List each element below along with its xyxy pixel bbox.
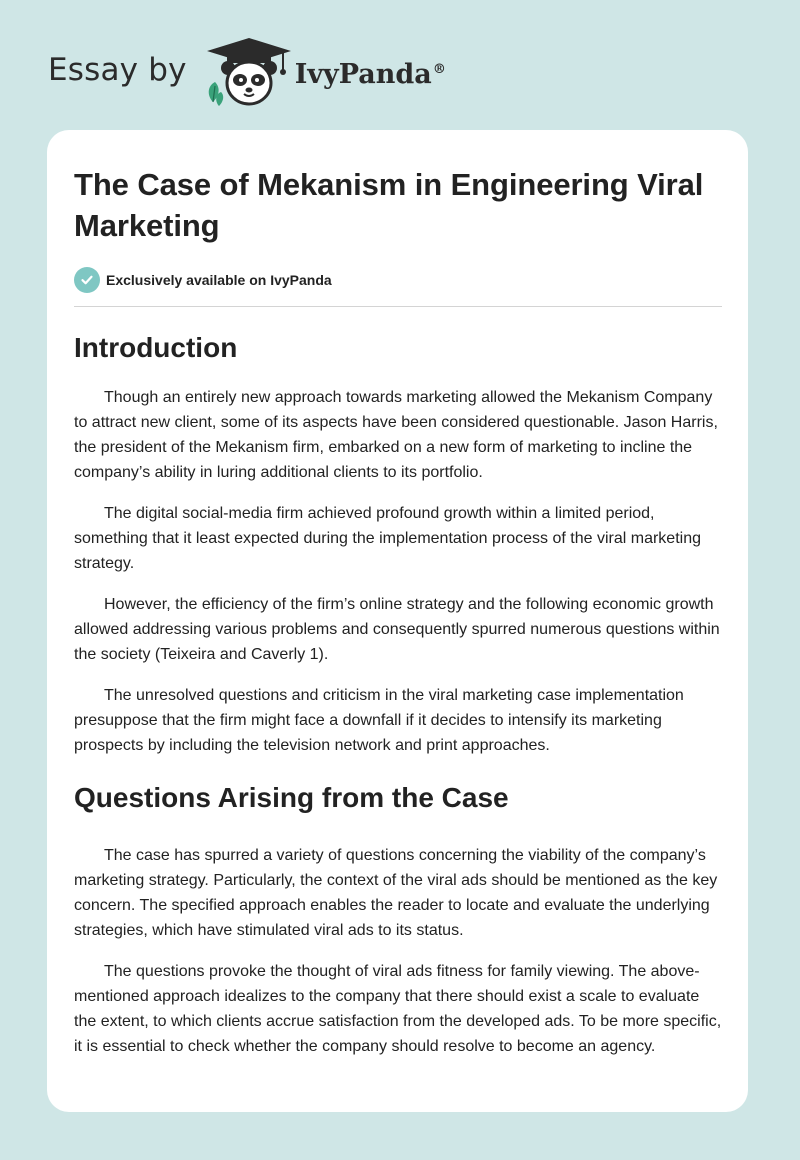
title-divider <box>74 306 722 307</box>
paragraph: However, the efficiency of the firm’s online strategy and the following economic growth allowed addressing various problems and consequently spurred numerous questions within the society (Teixeira and Caverly 1). <box>74 596 720 663</box>
paragraph: The questions provoke the thought of viral ads fitness for family viewing. The above-mentioned approach idealizes to the company that there should exist a scale to evaluate the extent, to which clients accrue satisfaction from the developed ads. To be more specific, it is essential to check whether the company should resolve to become an agency. <box>74 963 722 1055</box>
exclusive-badge-label: Exclusively available on IvyPanda <box>106 272 332 288</box>
brand-prefix: Essay by <box>48 52 187 88</box>
page-title: The Case of Mekanism in Engineering Viral Marketing <box>74 167 704 243</box>
paragraph: The unresolved questions and criticism in the viral marketing case implementation presuppose that the firm might face a downfall if it decides to intensify its marketing prospects by including the television network and print approaches. <box>74 687 684 754</box>
paragraph: The digital social-media firm achieved profound growth within a limited period, something that it least expected during the implementation process of the viral marketing strategy. <box>74 505 701 572</box>
panda-graduate-logo-icon <box>201 36 297 108</box>
paragraph: Though an entirely new approach towards marketing allowed the Mekanism Company to attract new client, some of its aspects have been considered questionable. Jason Harris, the president of the Mekanism firm, embarked on a new form of marketing to incline the company’s ability in luring additional clients to its portfolio. <box>74 389 718 481</box>
site-brand[interactable] <box>48 36 446 108</box>
essay-card <box>47 130 748 1112</box>
section-heading-introduction: Introduction <box>74 332 238 363</box>
exclusive-badge <box>74 266 722 294</box>
brand-name: IvyPanda® <box>294 58 446 90</box>
check-circle-icon <box>74 267 100 293</box>
section-heading-questions: Questions Arising from the Case <box>74 782 509 813</box>
paragraph: The case has spurred a variety of questions concerning the viability of the company’s marketing strategy. Particularly, the context of the viral ads should be mentioned as the key concern. The specified approach enables the reader to locate and evaluate the underlying strategies, which have stimulated viral ads to its status. <box>74 847 718 939</box>
